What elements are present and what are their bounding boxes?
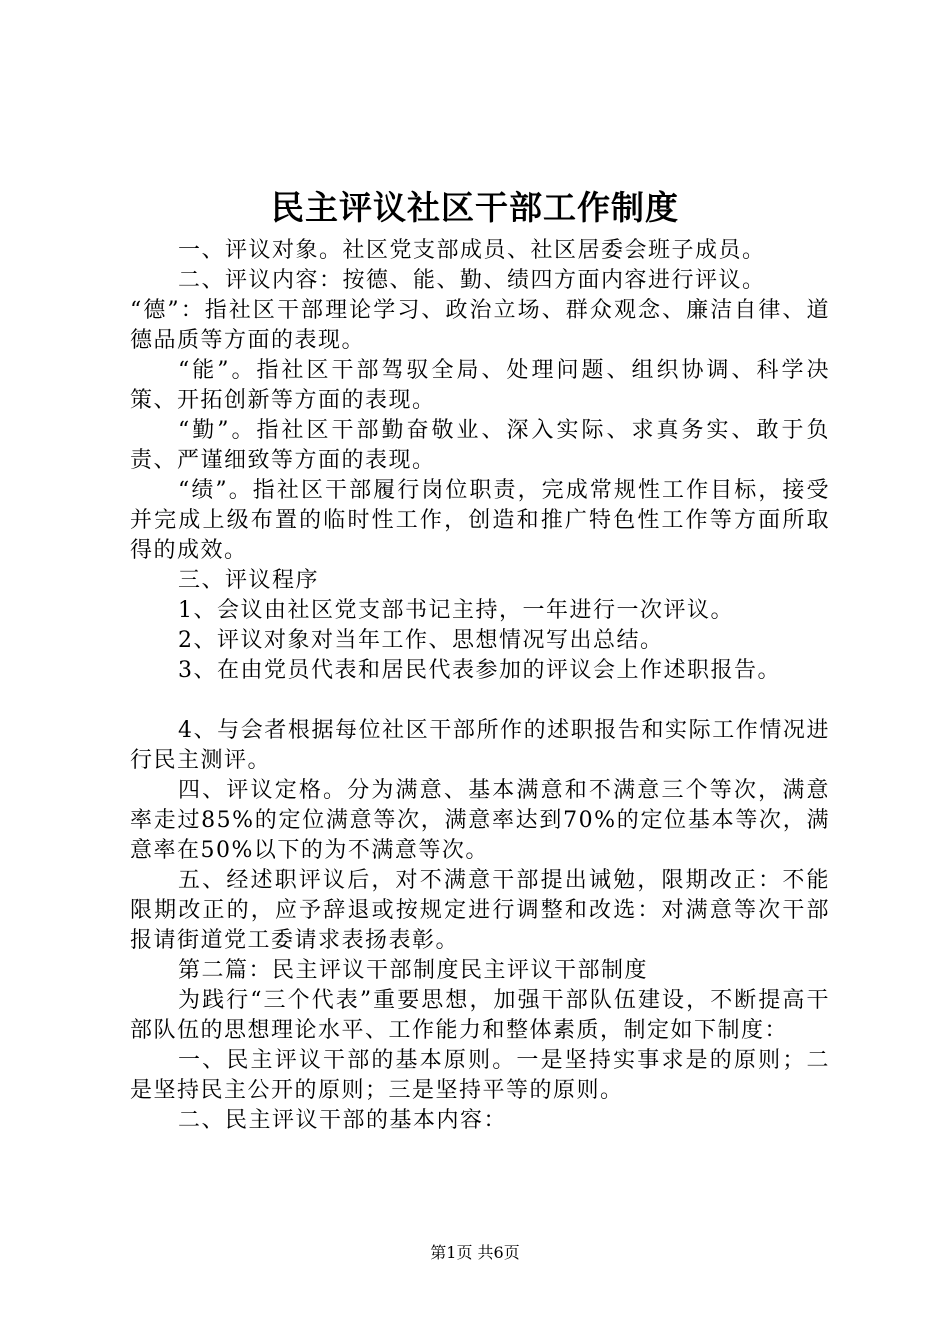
page-footer: 第1页 共6页 <box>430 1243 520 1262</box>
paragraph-basic-principles: 一、民主评议干部的基本原则。一是坚持实事求是的原则；二是坚持民主公开的原则；三是坚持平等的原则。 <box>130 1048 830 1103</box>
paragraph-review-procedure: 三、评议程序 <box>178 568 320 593</box>
paragraph-diligence: “勤”。指社区干部勤奋敬业、深入实际、求真务实、敢于负责、严谨细致等方面的表现。 <box>130 418 830 473</box>
document-title: 民主评议社区干部工作制度 <box>271 188 679 227</box>
paragraph-follow-up: 五、经述职评议后，对不满意干部提出诫勉，限期改正：不能限期改正的，应予辞退或按规定进行调整和改选：对满意等次干部报请街道党工委请求表扬表彰。 <box>130 868 830 953</box>
paragraph-second-article-intro: 为践行“三个代表”重要思想，加强干部队伍建设，不断提高干部队伍的思想理论水平、工作能力和整体素质，制定如下制度： <box>130 988 830 1043</box>
paragraph-basic-content: 二、民主评议干部的基本内容： <box>178 1108 508 1133</box>
paragraph-second-article-heading: 第二篇：民主评议干部制度民主评议干部制度 <box>178 958 649 983</box>
paragraph-review-content: 二、评议内容：按德、能、勤、绩四方面内容进行评议。 <box>178 268 766 293</box>
paragraph-procedure-1: 1、会议由社区党支部书记主持，一年进行一次评议。 <box>178 598 734 623</box>
paragraph-gap <box>130 686 830 716</box>
paragraph-review-target: 一、评议对象。社区党支部成员、社区居委会班子成员。 <box>178 238 766 263</box>
document-body <box>130 236 830 1136</box>
paragraph-achievement: “绩”。指社区干部履行岗位职责，完成常规性工作目标，接受并完成上级布置的临时性工作，创造和推广特色性工作等方面所取得的成效。 <box>130 478 830 563</box>
paragraph-virtue: “德”：指社区干部理论学习、政治立场、群众观念、廉洁自律、道德品质等方面的表现。 <box>130 298 830 353</box>
paragraph-procedure-3: 3、在由党员代表和居民代表参加的评议会上作述职报告。 <box>178 658 781 683</box>
paragraph-procedure-2: 2、评议对象对当年工作、思想情况写出总结。 <box>178 628 664 653</box>
paragraph-rating: 四、评议定格。分为满意、基本满意和不满意三个等次，满意率走过85%的定位满意等次，满意率达到70%的定位基本等次，满意率在50%以下的为不满意等次。 <box>130 778 830 863</box>
paragraph-ability: “能”。指社区干部驾驭全局、处理问题、组织协调、科学决策、开拓创新等方面的表现。 <box>130 358 830 413</box>
paragraph-procedure-4: 4、与会者根据每位社区干部所作的述职报告和实际工作情况进行民主测评。 <box>130 718 830 773</box>
